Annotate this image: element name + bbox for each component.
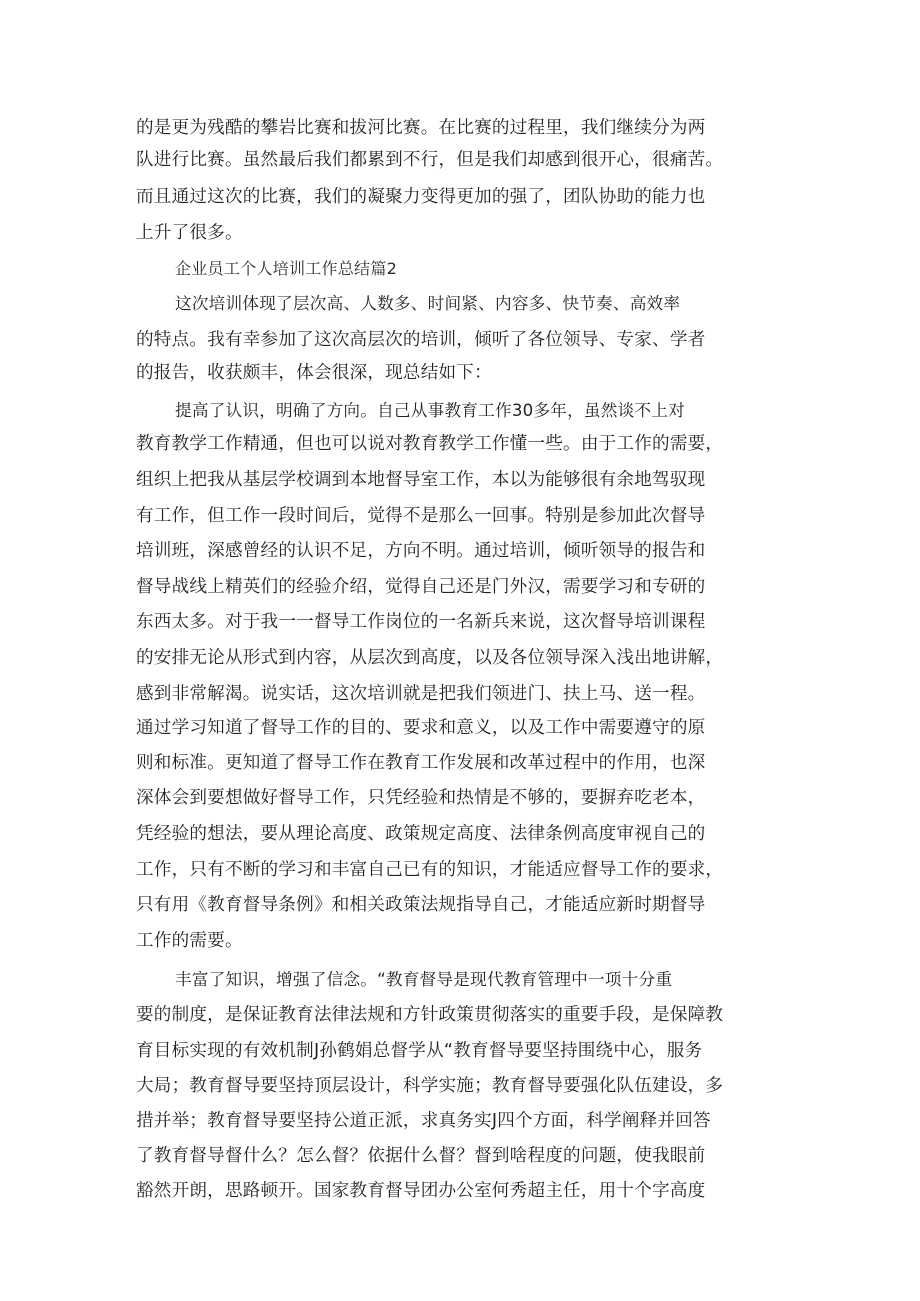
paragraph-line: 有工作，但工作一段时间后，觉得不是那么一回事。特别是参加此次督导	[136, 506, 706, 526]
paragraph-line: 凭经验的想法，要从理论高度、政策规定高度、法律条例高度审视自己的	[136, 824, 706, 844]
paragraph-line: 的安排无论从形式到内容，从层次到高度，以及各位领导深入浅出地讲解，	[136, 648, 724, 668]
paragraph-line: 培训班，深感曾经的认识不足，方向不明。通过培训，倾听领导的报告和	[136, 541, 706, 561]
section-heading: 企业员工个人培训工作总结篇2	[175, 259, 398, 278]
paragraph-line: 措并举；教育督导要坚持公道正派，求真务实J四个方面，科学阐释并回答	[136, 1111, 711, 1131]
paragraph-line: 组织上把我从基层学校调到本地督导室工作，本以为能够很有余地驾驭现	[136, 470, 706, 490]
paragraph-line: 豁然开朗，思路顿开。国家教育督导团办公室何秀超主任，用十个字高度	[136, 1181, 706, 1201]
paragraph-line: 而且通过这次的比赛，我们的凝聚力变得更加的强了，团队协助的能力也	[136, 187, 706, 207]
paragraph-line: 工作，只有不断的学习和丰富自己已有的知识，才能适应督导工作的要求，	[136, 860, 724, 880]
paragraph-line: 大局；教育督导要坚持顶层设计，科学实施；教育督导要强化队伍建设，多	[136, 1076, 724, 1096]
paragraph-line: 提高了认识，明确了方向。自己从事教育工作30多年，虽然谈不上对	[175, 401, 685, 420]
paragraph-line: 深体会到要想做好督导工作，只凭经验和热情是不够的，要摒弃吃老本，	[136, 788, 706, 808]
paragraph-line: 督导战线上精英们的经验介绍，觉得自己还是门外汉，需要学习和专研的	[136, 577, 706, 597]
paragraph-line: 的报告，收获颇丰，体会很深，现总结如下：	[136, 363, 492, 383]
paragraph-line: 了教育督导督什么？怎么督？依据什么督？督到啥程度的问题，使我眼前	[136, 1146, 706, 1166]
paragraph-line: 要的制度，是保证教育法律法规和方针政策贯彻落实的重要手段，是保障教	[136, 1005, 724, 1025]
paragraph-line: 东西太多。对于我一一督导工作岗位的一名新兵来说，这次督导培训课程	[136, 612, 706, 632]
paragraph-line: 育目标实现的有效机制J孙鹤娟总督学从“教育督导要坚持围绕中心，服务	[136, 1041, 703, 1061]
paragraph-line: 的特点。我有幸参加了这次高层次的培训，倾听了各位领导、专家、学者	[136, 330, 706, 350]
paragraph-line: 教育教学工作精通，但也可以说对教育教学工作懂一些。由于工作的需要，	[136, 434, 724, 454]
paragraph-line: 感到非常解渴。说实话，这次培训就是把我们领进门、扶上马、送一程。	[136, 684, 706, 704]
paragraph-line: 上升了很多。	[136, 223, 243, 243]
paragraph-line: 通过学习知道了督导工作的目的、要求和意义，以及工作中需要遵守的原	[136, 718, 706, 738]
paragraph-line: 只有用《教育督导条例》和相关政策法规指导自己，才能适应新时期督导	[136, 895, 706, 915]
paragraph-line: 丰富了知识，增强了信念。“教育督导是现代教育管理中一项十分重	[175, 970, 673, 989]
paragraph-line: 这次培训体现了层次高、人数多、时间紧、内容多、快节奏、高效率	[175, 294, 681, 313]
paragraph-line: 则和标准。更知道了督导工作在教育工作发展和改革过程中的作用，也深	[136, 753, 706, 773]
paragraph-line: 的是更为残酷的攀岩比赛和拔河比赛。在比赛的过程里，我们继续分为两	[136, 118, 706, 138]
paragraph-line: 工作的需要。	[136, 931, 243, 951]
paragraph-line: 队进行比赛。虽然最后我们都累到不行，但是我们却感到很开心，很痛苦。	[136, 150, 724, 170]
